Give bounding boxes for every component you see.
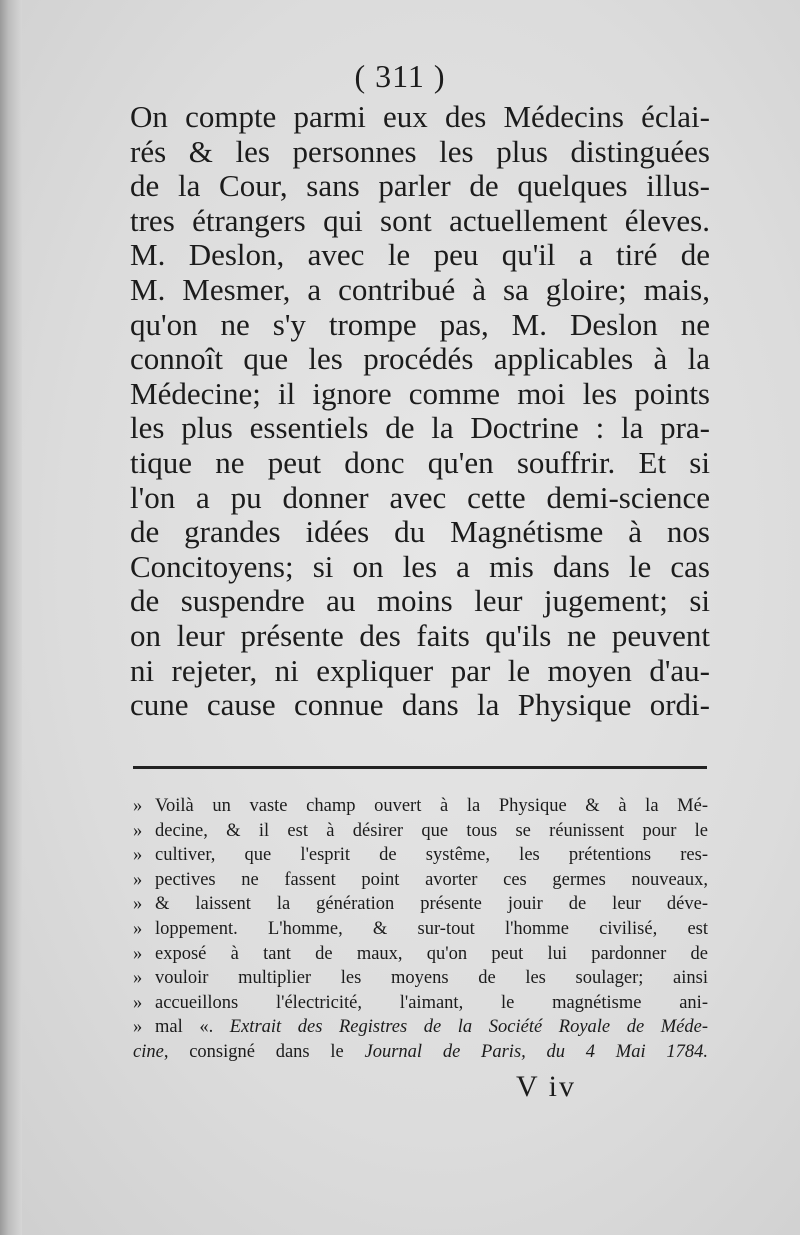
text-line: M. Deslon, avec le peu qu'il a tiré de (130, 237, 710, 273)
footnote-line: » mal «. Extrait des Registres de la Société Royale de Méde- (133, 1015, 708, 1040)
footnote-line: » accueillons l'électricité, l'aimant, le magnétisme ani- (133, 991, 708, 1016)
quote-mark: » (133, 943, 143, 964)
text-line: on leur présente des faits qu'ils ne peuvent (130, 617, 710, 653)
text-line: qu'on ne s'y trompe pas, M. Deslon ne (130, 306, 710, 342)
footnote-line: » cultiver, que l'esprit de systême, les prétentions res- (133, 843, 708, 868)
text-line: Médecine; il ignore comme moi les points (130, 375, 710, 411)
quote-mark: » (133, 992, 143, 1013)
footnote-line: » & laissent la génération présente jouir de leur déve- (133, 892, 708, 917)
text-line: de suspendre au moins leur jugement; si (130, 583, 710, 619)
footnote-line: » loppement. L'homme, & sur-tout l'homme civilisé, est (133, 917, 708, 942)
quote-mark: » (133, 894, 143, 915)
text-line: l'on a pu donner avec cette demi-science (130, 479, 710, 515)
quote-mark: » (133, 820, 143, 841)
text-line: Concitoyens; si on les a mis dans le cas (130, 548, 710, 584)
journal-title: Journal de Paris (364, 1041, 522, 1062)
footnote-line: » Voilà un vaste champ ouvert à la Physique & à la Mé- (133, 794, 708, 819)
text-line: de grandes idées du Magnétisme à nos (130, 514, 710, 550)
footnote-block (133, 794, 708, 1065)
text-line: M. Mesmer, a contribué à sa gloire; mais, (130, 271, 710, 307)
text-line: tique ne peut donc qu'en souffrir. Et si (130, 444, 710, 480)
footnote-line: » decine, & il est à désirer que tous se réunissent pour le (133, 819, 708, 844)
text-line: rés & les personnes les plus distinguées (130, 133, 710, 169)
page-number: ( 311 ) (354, 58, 446, 94)
footnote-line: cine, consigné dans le Journal de Paris, du 4 Mai 1784. (133, 1041, 708, 1062)
footnote-line: » exposé à tant de maux, qu'on peut lui pardonner de (133, 942, 708, 967)
signature-mark: V iv (516, 1070, 576, 1103)
footnote-line: » pectives ne fassent point avorter ces germes nouveaux, (133, 868, 708, 893)
source-citation: Extrait des Registres de la Société Royale de Méde- (229, 1017, 708, 1038)
quote-mark: » (133, 869, 143, 890)
footnote-separator-rule (133, 766, 707, 769)
text-line: de la Cour, sans parler de quelques illus- (130, 168, 710, 204)
quote-mark: » (133, 918, 143, 939)
text-line: les plus essentiels de la Doctrine : la pra- (130, 410, 710, 446)
quote-mark: » (133, 968, 143, 989)
footnote-line: » vouloir multiplier les moyens de les soulager; ainsi (133, 966, 708, 991)
text-line: ni rejeter, ni expliquer par le moyen d'au- (130, 652, 710, 688)
text-line: tres étrangers qui sont actuellement éleves. (130, 202, 710, 238)
quote-mark: » (133, 1017, 143, 1038)
quote-mark: » (133, 845, 143, 866)
main-text-block (130, 100, 710, 723)
text-line: connoît que les procédés applicables à la (130, 341, 710, 377)
text-line: On compte parmi eux des Médecins éclai- (130, 99, 710, 134)
quote-mark: » (133, 796, 143, 816)
page-gutter-shadow (0, 0, 22, 1235)
text-line: cune cause connue dans la Physique ordi- (130, 687, 710, 723)
